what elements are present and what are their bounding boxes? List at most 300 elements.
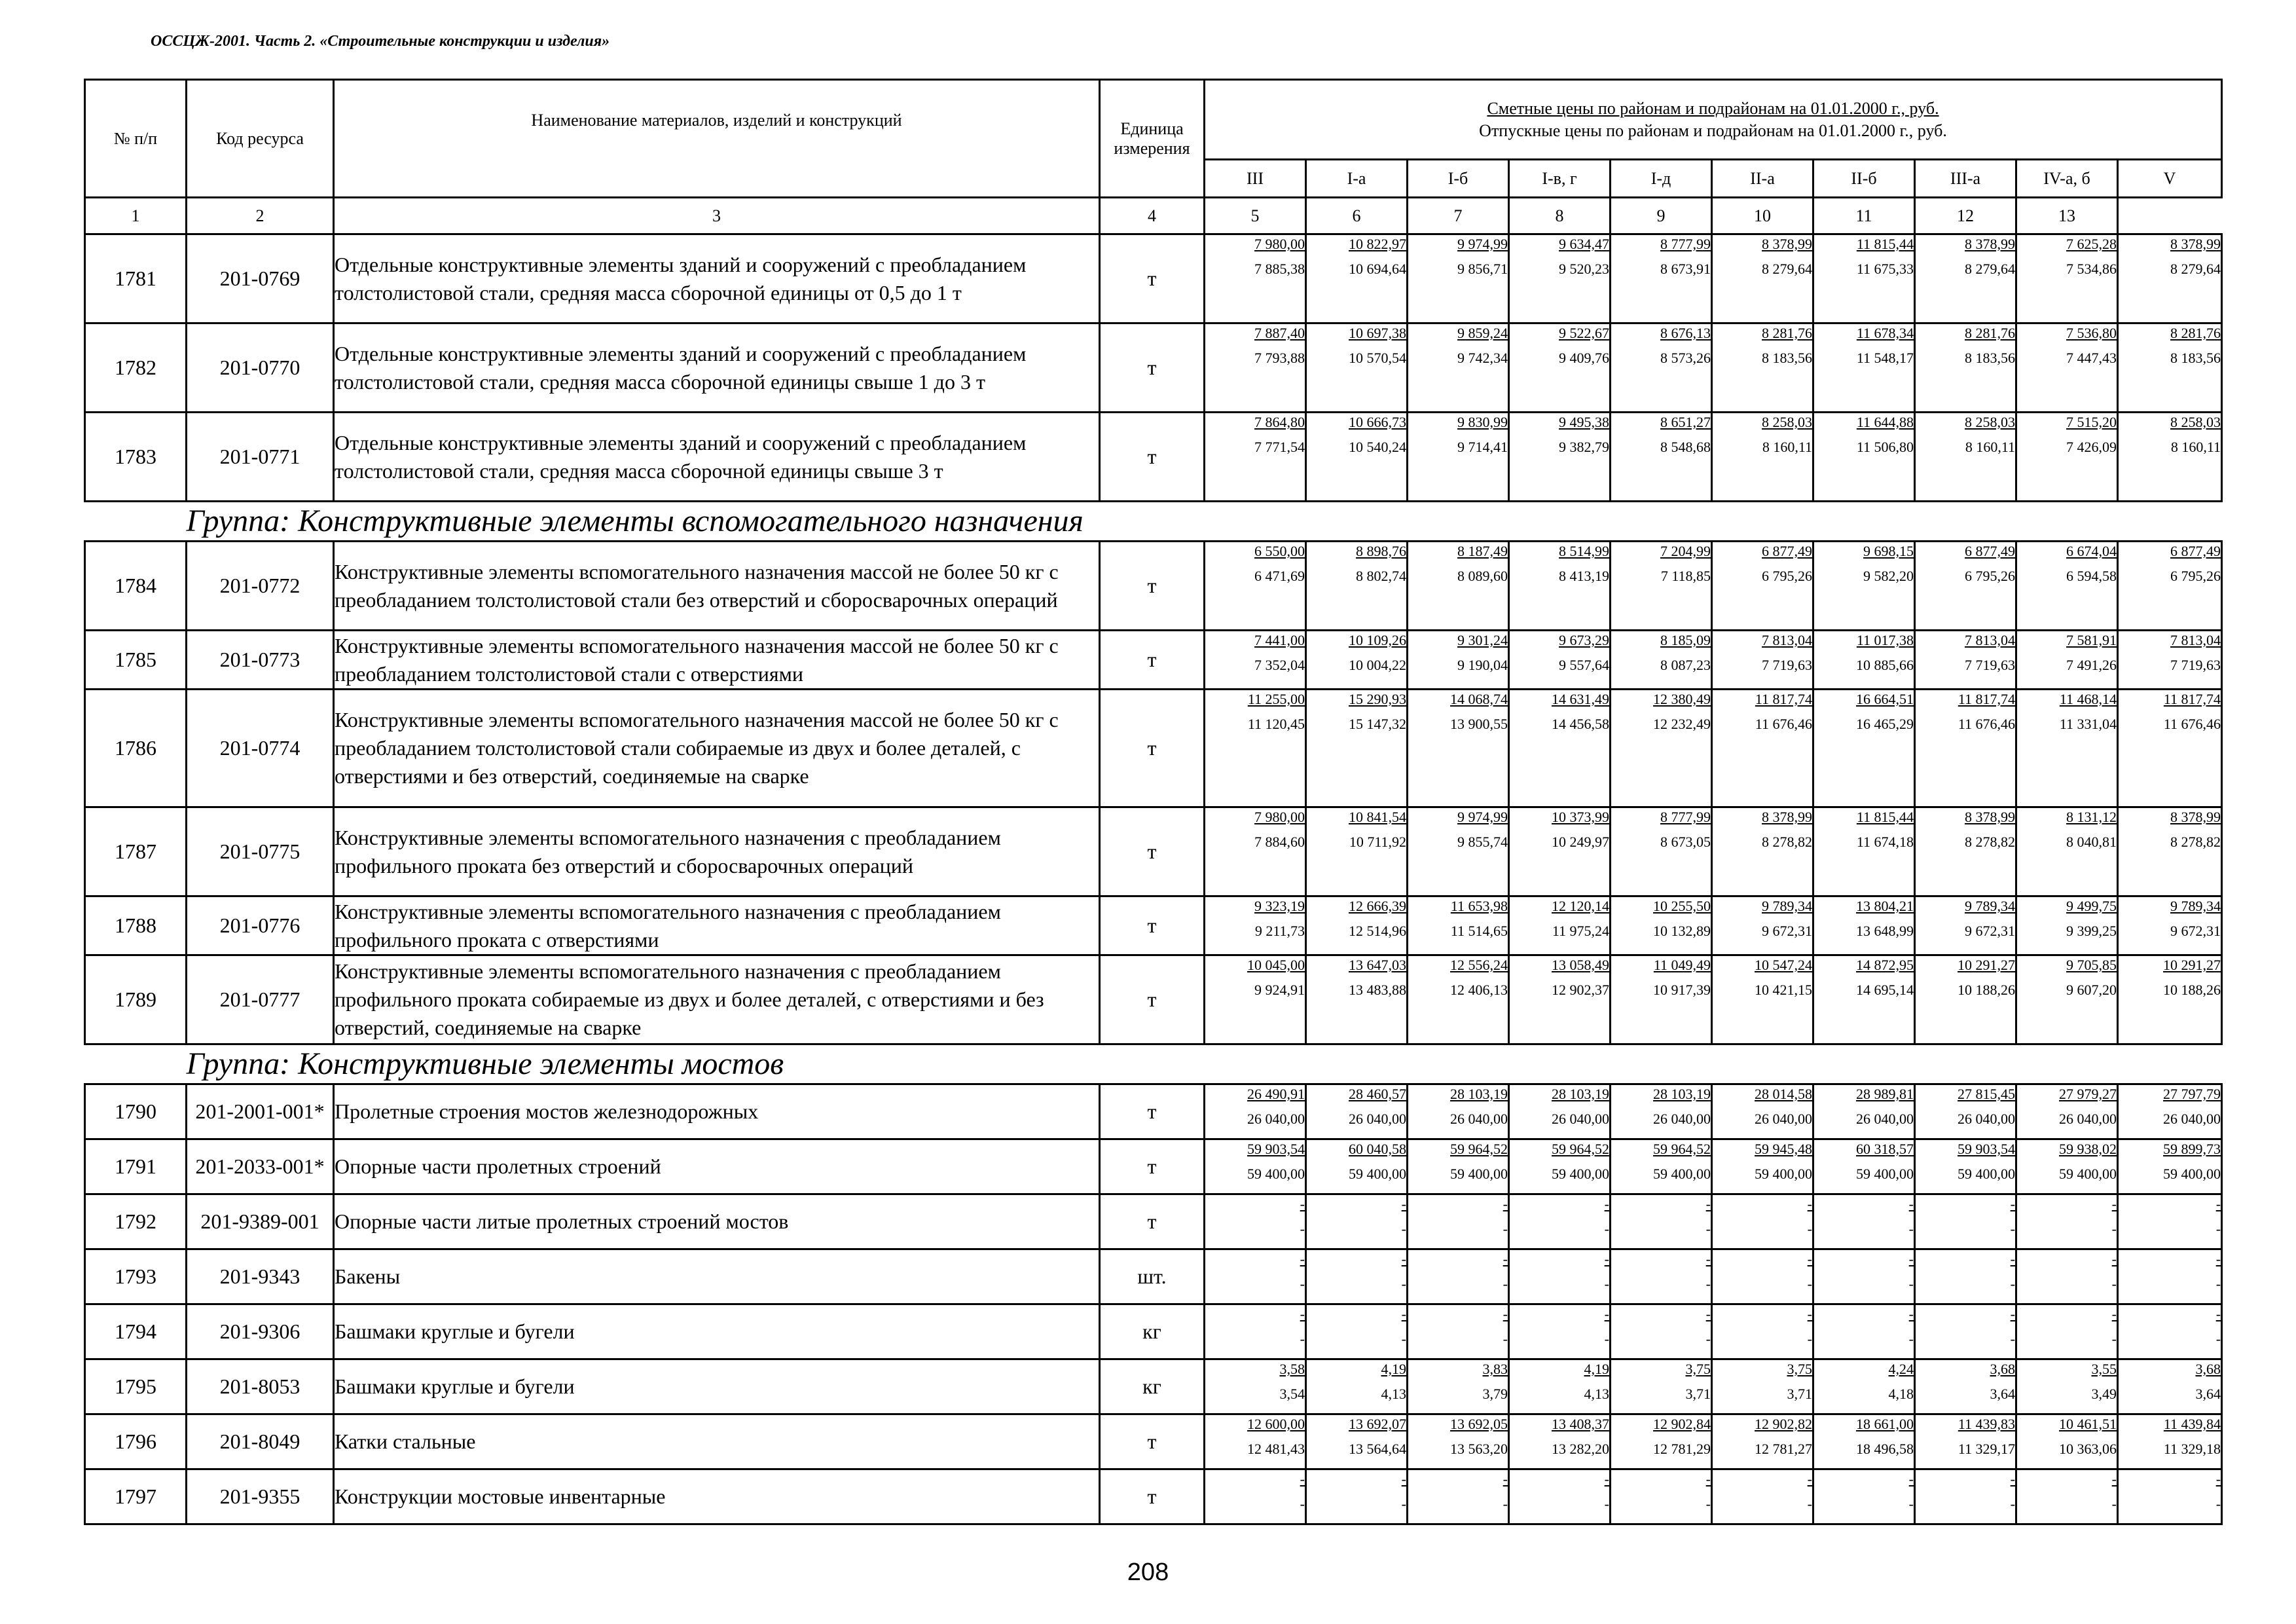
- unit: т: [1100, 1469, 1205, 1524]
- price-cell: [1712, 807, 1813, 896]
- column-number: 12: [1915, 198, 2016, 234]
- release-price: 10 885,66: [1856, 657, 1914, 673]
- price-cell: [1712, 1359, 1813, 1414]
- item-name: Конструктивные элементы вспомогательного назначения массой не более 50 кг с преобладанием толстолистовой стали без отверстий и сборосварочных операций: [334, 542, 1100, 631]
- price-cell: [1611, 631, 1712, 690]
- estimate-price: 6 877,49: [1965, 543, 2015, 559]
- release-price: 26 040,00: [1247, 1111, 1305, 1127]
- estimate-price: -: [2010, 1306, 2015, 1322]
- estimate-price: -: [2111, 1251, 2117, 1267]
- release-price: 11 331,04: [2059, 716, 2117, 732]
- release-price: 59 400,00: [1856, 1166, 1914, 1182]
- price-cell: [1509, 1359, 1611, 1414]
- estimate-price: 28 103,19: [1653, 1086, 1711, 1102]
- resource-code: 201-8049: [187, 1414, 334, 1469]
- release-price: 59 400,00: [1958, 1166, 2015, 1182]
- estimate-price: 59 964,52: [1552, 1141, 1609, 1157]
- release-price: 9 714,41: [1457, 439, 1508, 455]
- price-cell: [2118, 323, 2222, 413]
- release-price: -: [1705, 1276, 1711, 1292]
- release-price: 10 694,64: [1349, 261, 1406, 277]
- release-price: 9 672,31: [2170, 923, 2221, 939]
- release-price: 4,13: [1381, 1386, 1406, 1402]
- price-cell: [2016, 1414, 2118, 1469]
- price-cell: [1408, 896, 1509, 955]
- estimate-price: -: [1401, 1306, 1406, 1322]
- unit: т: [1100, 631, 1205, 690]
- release-price: 10 132,89: [1653, 923, 1711, 939]
- price-cell: [2118, 234, 2222, 323]
- release-price: 3,64: [2195, 1386, 2221, 1402]
- price-cell: [1509, 1084, 1611, 1139]
- running-head: ОССЦЖ-2001. Часть 2. «Строительные конструкции и изделия»: [151, 33, 610, 50]
- release-price: 11 506,80: [1856, 439, 1914, 455]
- resource-code: 201-2033-001*: [187, 1139, 334, 1194]
- price-cell: [1712, 323, 1813, 413]
- resource-code: 201-9389-001: [187, 1194, 334, 1249]
- unit: шт.: [1100, 1249, 1205, 1304]
- estimate-price: 8 514,99: [1559, 543, 1609, 559]
- price-cell: [1712, 631, 1813, 690]
- estimate-price: -: [2111, 1471, 2117, 1487]
- price-cell: [1205, 1249, 1306, 1304]
- estimate-price: 8 281,76: [2170, 325, 2221, 341]
- column-number: 6: [1306, 198, 1408, 234]
- estimate-price: 9 705,85: [2066, 957, 2117, 973]
- release-price: 8 278,82: [1762, 834, 1812, 850]
- release-price: 10 570,54: [1349, 350, 1406, 366]
- header-prices-estimate: Сметные цены по районам и подрайонам на 01.01.2000 г., руб.: [1487, 98, 1939, 118]
- estimate-price: 28 460,57: [1349, 1086, 1406, 1102]
- estimate-price: 12 902,82: [1755, 1416, 1812, 1432]
- release-price: 8 087,23: [1660, 657, 1711, 673]
- table-body: [85, 234, 2222, 1524]
- row-number: 1790: [85, 1084, 187, 1139]
- price-cell: [1306, 1194, 1408, 1249]
- region-header: IV-а, б: [2016, 160, 2118, 198]
- column-number: 7: [1408, 198, 1509, 234]
- estimate-price: 10 697,38: [1349, 325, 1406, 341]
- estimate-price: 9 859,24: [1457, 325, 1508, 341]
- row-number: 1794: [85, 1304, 187, 1359]
- estimate-price: -: [2215, 1251, 2221, 1267]
- estimate-price: 59 903,54: [1247, 1141, 1305, 1157]
- release-price: -: [2111, 1496, 2117, 1512]
- group-title: Группа: Конструктивные элементы вспомогательного назначения: [187, 502, 2222, 542]
- release-price: 8 183,56: [2170, 350, 2221, 366]
- release-price: 8 673,05: [1660, 834, 1711, 850]
- estimate-price: 3,68: [2195, 1361, 2221, 1377]
- estimate-price: 8 898,76: [1356, 543, 1406, 559]
- price-cell: [1205, 807, 1306, 896]
- estimate-price: 9 634,47: [1559, 236, 1609, 252]
- release-price: 10 188,26: [2163, 982, 2221, 998]
- price-cell: [1915, 413, 2016, 502]
- estimate-price: 12 120,14: [1552, 898, 1609, 914]
- estimate-price: 6 877,49: [2170, 543, 2221, 559]
- price-cell: [1306, 413, 1408, 502]
- release-price: 11 676,46: [1958, 716, 2015, 732]
- release-price: 6 795,26: [1762, 568, 1812, 584]
- release-price: 13 563,20: [1450, 1441, 1508, 1457]
- price-cell: [1915, 1249, 2016, 1304]
- estimate-price: 9 789,34: [1965, 898, 2015, 914]
- estimate-price: 11 815,44: [1856, 809, 1914, 825]
- release-price: 8 548,68: [1660, 439, 1711, 455]
- column-number: 3: [334, 198, 1100, 234]
- price-cell: [2118, 1359, 2222, 1414]
- estimate-price: 11 815,44: [1856, 236, 1914, 252]
- region-header: III-а: [1915, 160, 2016, 198]
- unit: т: [1100, 542, 1205, 631]
- estimate-price: 8 131,12: [2066, 809, 2117, 825]
- price-cell: [1306, 1139, 1408, 1194]
- release-price: 7 771,54: [1254, 439, 1305, 455]
- release-price: 8 040,81: [2066, 834, 2117, 850]
- release-price: 13 648,99: [1856, 923, 1914, 939]
- release-price: -: [1705, 1331, 1711, 1347]
- estimate-price: 13 804,21: [1856, 898, 1914, 914]
- release-price: 7 884,60: [1254, 834, 1305, 850]
- release-price: 12 902,37: [1552, 982, 1609, 998]
- column-number: 1: [85, 198, 187, 234]
- estimate-price: 7 813,04: [1762, 632, 1812, 648]
- price-cell: [1915, 234, 2016, 323]
- estimate-price: 59 899,73: [2163, 1141, 2221, 1157]
- resource-code: 201-9343: [187, 1249, 334, 1304]
- row-number: 1783: [85, 413, 187, 502]
- release-price: 8 183,56: [1965, 350, 2015, 366]
- region-header: II-а: [1712, 160, 1813, 198]
- price-cell: [1813, 896, 1915, 955]
- estimate-price: 7 204,99: [1660, 543, 1711, 559]
- price-cell: [1509, 1469, 1611, 1524]
- price-cell: [1611, 1359, 1712, 1414]
- price-cell: [1205, 1304, 1306, 1359]
- unit: т: [1100, 690, 1205, 807]
- estimate-price: 27 797,79: [2163, 1086, 2221, 1102]
- estimate-price: 13 058,49: [1552, 957, 1609, 973]
- price-cell: [2016, 1084, 2118, 1139]
- release-price: 8 573,26: [1660, 350, 1711, 366]
- price-cell: [1509, 955, 1611, 1044]
- release-price: 9 211,73: [1254, 923, 1305, 939]
- estimate-price: -: [1604, 1471, 1609, 1487]
- column-number: 10: [1712, 198, 1813, 234]
- estimate-price: 59 964,52: [1653, 1141, 1711, 1157]
- release-price: -: [1908, 1331, 1914, 1347]
- price-cell: [1712, 690, 1813, 807]
- region-header: I-б: [1408, 160, 1509, 198]
- estimate-price: -: [1908, 1471, 1914, 1487]
- release-price: -: [1300, 1276, 1305, 1292]
- release-price: 13 483,88: [1349, 982, 1406, 998]
- price-cell: [1306, 234, 1408, 323]
- resource-code: 201-0770: [187, 323, 334, 413]
- estimate-price: 7 515,20: [2066, 414, 2117, 430]
- item-name: Конструктивные элементы вспомогательного назначения с преобладанием профильного проката без отверстий и сборосварочных операций: [334, 807, 1100, 896]
- release-price: -: [1503, 1276, 1508, 1292]
- release-price: 7 118,85: [1660, 568, 1711, 584]
- price-cell: [2016, 690, 2118, 807]
- estimate-price: 11 817,74: [2163, 691, 2221, 707]
- price-cell: [1813, 955, 1915, 1044]
- table-row: [85, 1359, 2222, 1414]
- price-cell: [1712, 1084, 1813, 1139]
- item-name: Конструктивные элементы вспомогательного назначения массой не более 50 кг с преобладанием толстолистовой стали с отверстиями: [334, 631, 1100, 690]
- column-number: 9: [1611, 198, 1712, 234]
- estimate-price: 14 631,49: [1552, 691, 1609, 707]
- price-cell: [1712, 413, 1813, 502]
- price-cell: [1509, 1249, 1611, 1304]
- price-cell: [1509, 234, 1611, 323]
- item-name: Башмаки круглые и бугели: [334, 1359, 1100, 1414]
- item-name: Конструктивные элементы вспомогательного назначения с преобладанием профильного проката собираемые из двух и более деталей, с отверстиями и без отверстий, соединяемые на сварке: [334, 955, 1100, 1044]
- estimate-price: 8 187,49: [1457, 543, 1508, 559]
- release-price: -: [1503, 1221, 1508, 1237]
- release-price: 9 190,04: [1457, 657, 1508, 673]
- release-price: 11 675,33: [1856, 261, 1914, 277]
- estimate-price: 9 974,99: [1457, 809, 1508, 825]
- price-cell: [1205, 323, 1306, 413]
- release-price: 9 557,64: [1559, 657, 1609, 673]
- estimate-price: 8 258,03: [1965, 414, 2015, 430]
- estimate-price: 11 439,84: [2163, 1416, 2221, 1432]
- release-price: 7 447,43: [2066, 350, 2117, 366]
- price-cell: [1915, 807, 2016, 896]
- price-cell: [1915, 1084, 2016, 1139]
- estimate-price: 3,75: [1685, 1361, 1711, 1377]
- estimate-price: 11 653,98: [1450, 898, 1508, 914]
- price-cell: [1408, 542, 1509, 631]
- estimate-price: 26 490,91: [1247, 1086, 1305, 1102]
- release-price: 9 399,25: [2066, 923, 2117, 939]
- release-price: 9 520,23: [1559, 261, 1609, 277]
- price-cell: [1611, 413, 1712, 502]
- release-price: 3,71: [1685, 1386, 1711, 1402]
- price-cell: [1813, 1249, 1915, 1304]
- price-cell: [2016, 955, 2118, 1044]
- column-number: 4: [1100, 198, 1205, 234]
- release-price: 8 278,82: [1965, 834, 2015, 850]
- price-cell: [1915, 1469, 2016, 1524]
- price-cell: [1205, 1359, 1306, 1414]
- price-cell: [1306, 323, 1408, 413]
- resource-code: 201-0773: [187, 631, 334, 690]
- release-price: 7 885,38: [1254, 261, 1305, 277]
- estimate-price: 12 600,00: [1247, 1416, 1305, 1432]
- price-cell: [1306, 1359, 1408, 1414]
- estimate-price: 9 789,34: [1762, 898, 1812, 914]
- item-name: Отдельные конструктивные элементы зданий и сооружений с преобладанием толстолистовой стали, средняя масса сборочной единицы от 0,5 до 1 т: [334, 234, 1100, 323]
- unit: т: [1100, 323, 1205, 413]
- price-cell: [1306, 896, 1408, 955]
- estimate-price: -: [1908, 1306, 1914, 1322]
- price-cell: [1712, 955, 1813, 1044]
- release-price: 6 594,58: [2066, 568, 2117, 584]
- release-price: 13 900,55: [1450, 716, 1508, 732]
- release-price: 8 183,56: [1762, 350, 1812, 366]
- release-price: 9 409,76: [1559, 350, 1609, 366]
- estimate-price: -: [1807, 1471, 1812, 1487]
- item-name: Конструкции мостовые инвентарные: [334, 1469, 1100, 1524]
- estimate-price: 11 439,83: [1958, 1416, 2015, 1432]
- estimate-price: 7 441,00: [1254, 632, 1305, 648]
- table-row: [85, 1139, 2222, 1194]
- estimate-price: 11 049,49: [1653, 957, 1711, 973]
- estimate-price: 13 692,05: [1450, 1416, 1508, 1432]
- price-cell: [2016, 413, 2118, 502]
- price-cell: [1813, 1469, 1915, 1524]
- estimate-price: 28 103,19: [1552, 1086, 1609, 1102]
- unit: кг: [1100, 1359, 1205, 1414]
- release-price: 12 406,13: [1450, 982, 1508, 998]
- group-spacer: [85, 502, 187, 542]
- estimate-price: 8 378,99: [1762, 236, 1812, 252]
- estimate-price: 11 678,34: [1856, 325, 1914, 341]
- release-price: 7 719,63: [1762, 657, 1812, 673]
- release-price: 7 352,04: [1254, 657, 1305, 673]
- release-price: 26 040,00: [1349, 1111, 1406, 1127]
- release-price: 7 719,63: [2170, 657, 2221, 673]
- estimate-price: -: [1807, 1306, 1812, 1322]
- row-number: 1785: [85, 631, 187, 690]
- price-cell: [2016, 1139, 2118, 1194]
- estimate-price: 10 666,73: [1349, 414, 1406, 430]
- estimate-price: 8 651,27: [1660, 414, 1711, 430]
- resource-code: 201-0776: [187, 896, 334, 955]
- price-cell: [1813, 690, 1915, 807]
- resource-code: 201-2001-001*: [187, 1084, 334, 1139]
- price-cell: [2118, 896, 2222, 955]
- page-number: 208: [1127, 1559, 1169, 1586]
- estimate-price: 4,24: [1888, 1361, 1914, 1377]
- release-price: 59 400,00: [1247, 1166, 1305, 1182]
- estimate-price: -: [1705, 1196, 1711, 1212]
- price-cell: [1915, 631, 2016, 690]
- release-price: 7 491,26: [2066, 657, 2117, 673]
- row-number: 1781: [85, 234, 187, 323]
- estimate-price: -: [1705, 1471, 1711, 1487]
- estimate-price: 11 817,74: [1755, 691, 1812, 707]
- column-number: 8: [1509, 198, 1611, 234]
- release-price: 7 793,88: [1254, 350, 1305, 366]
- row-number: 1791: [85, 1139, 187, 1194]
- estimate-price: 11 817,74: [1958, 691, 2015, 707]
- release-price: 12 232,49: [1653, 716, 1711, 732]
- price-cell: [1611, 955, 1712, 1044]
- group-spacer: [85, 1044, 187, 1084]
- estimate-price: 28 103,19: [1450, 1086, 1508, 1102]
- price-cell: [1509, 1194, 1611, 1249]
- release-price: 11 676,46: [2163, 716, 2221, 732]
- release-price: 3,54: [1279, 1386, 1305, 1402]
- table-row: [85, 690, 2222, 807]
- release-price: 11 329,17: [1958, 1441, 2015, 1457]
- resource-code: 201-0777: [187, 955, 334, 1044]
- price-cell: [1611, 807, 1712, 896]
- row-number: 1796: [85, 1414, 187, 1469]
- release-price: 59 400,00: [1450, 1166, 1508, 1182]
- table-row: [85, 1084, 2222, 1139]
- release-price: -: [2111, 1221, 2117, 1237]
- release-price: 26 040,00: [1552, 1111, 1609, 1127]
- release-price: -: [1300, 1221, 1305, 1237]
- release-price: -: [1807, 1221, 1812, 1237]
- release-price: 26 040,00: [1755, 1111, 1812, 1127]
- price-cell: [1205, 631, 1306, 690]
- price-cell: [1306, 955, 1408, 1044]
- estimate-price: 8 777,99: [1660, 809, 1711, 825]
- release-price: -: [1705, 1496, 1711, 1512]
- estimate-price: -: [1503, 1306, 1508, 1322]
- price-cell: [2016, 1469, 2118, 1524]
- header-num: № п/п: [85, 80, 187, 198]
- price-cell: [1611, 234, 1712, 323]
- price-cell: [1712, 234, 1813, 323]
- estimate-price: 7 625,28: [2066, 236, 2117, 252]
- release-price: 9 672,31: [1965, 923, 2015, 939]
- price-cell: [1915, 1359, 2016, 1414]
- resource-code: 201-9355: [187, 1469, 334, 1524]
- price-cell: [2016, 1194, 2118, 1249]
- item-name: Конструктивные элементы вспомогательного назначения с преобладанием профильного проката с отверстиями: [334, 896, 1100, 955]
- estimate-price: 14 068,74: [1450, 691, 1508, 707]
- estimate-price: 59 903,54: [1958, 1141, 2015, 1157]
- header-code: Код ресурса: [187, 80, 334, 198]
- estimate-price: 10 255,50: [1653, 898, 1711, 914]
- release-price: 26 040,00: [1653, 1111, 1711, 1127]
- release-price: 6 795,26: [2170, 568, 2221, 584]
- release-price: -: [1807, 1331, 1812, 1347]
- price-cell: [1408, 323, 1509, 413]
- row-number: 1793: [85, 1249, 187, 1304]
- price-cell: [1915, 955, 2016, 1044]
- price-cell: [1408, 234, 1509, 323]
- price-cell: [1611, 690, 1712, 807]
- release-price: 7 719,63: [1965, 657, 2015, 673]
- release-price: -: [1300, 1331, 1305, 1347]
- price-cell: [2118, 542, 2222, 631]
- release-price: 8 160,11: [1762, 439, 1812, 455]
- resource-code: 201-9306: [187, 1304, 334, 1359]
- estimate-price: 11 468,14: [2059, 691, 2117, 707]
- release-price: -: [2010, 1276, 2015, 1292]
- resource-code: 201-0775: [187, 807, 334, 896]
- price-cell: [1205, 542, 1306, 631]
- estimate-price: 18 661,00: [1856, 1416, 1914, 1432]
- estimate-price: -: [1908, 1196, 1914, 1212]
- release-price: -: [1300, 1496, 1305, 1512]
- estimate-price: 8 777,99: [1660, 236, 1711, 252]
- price-cell: [1712, 1249, 1813, 1304]
- release-price: 11 120,45: [1247, 716, 1305, 732]
- price-cell: [2118, 807, 2222, 896]
- price-cell: [1408, 807, 1509, 896]
- estimate-price: 16 664,51: [1856, 691, 1914, 707]
- price-cell: [1205, 234, 1306, 323]
- price-cell: [1509, 413, 1611, 502]
- release-price: -: [1604, 1496, 1609, 1512]
- estimate-price: 28 989,81: [1856, 1086, 1914, 1102]
- release-price: 9 382,79: [1559, 439, 1609, 455]
- release-price: -: [1604, 1331, 1609, 1347]
- release-price: 3,79: [1482, 1386, 1508, 1402]
- release-price: 59 400,00: [2163, 1166, 2221, 1182]
- estimate-price: 11 255,00: [1247, 691, 1305, 707]
- price-cell: [1408, 631, 1509, 690]
- price-cell: [2016, 1249, 2118, 1304]
